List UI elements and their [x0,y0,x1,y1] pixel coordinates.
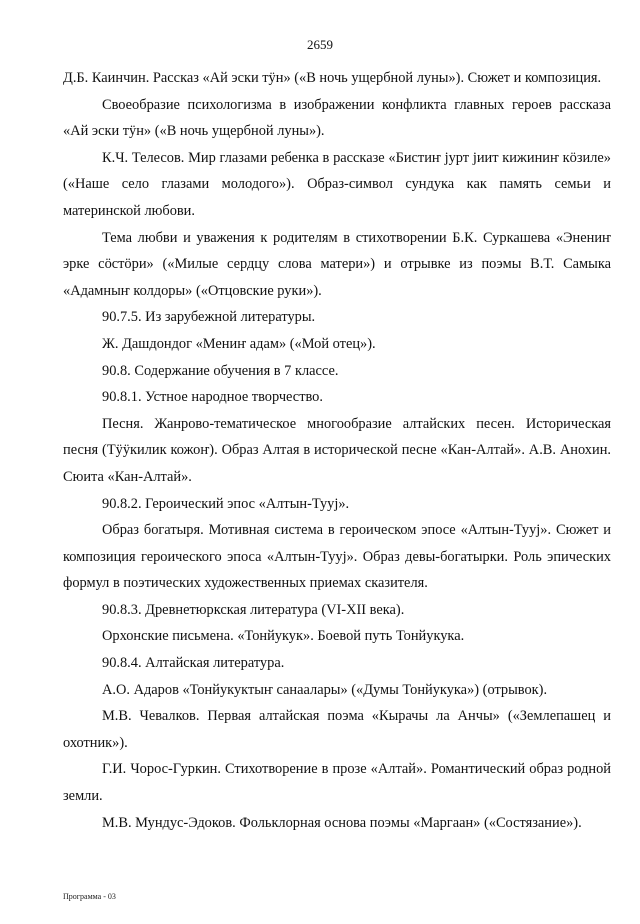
paragraph-song: Песня. Жанрово-тематическое многообразие алтайских песен. Историческая песня (Тӱӱкилик кожоҥ). Образ Алтая в исторической песне «Кан-Алтай». А.В. Анохин. Сюита «Кан-Алтай». [63,415,611,485]
paragraph-kainchin: Д.Б. Каинчин. Рассказ «Ай эски тӱн» («В ночь ущербной луны»). Сюжет и композиция. [63,70,602,86]
paragraph-hero-image: Образ богатыря. Мотивная система в героическом эпосе «Алтын-Тууј». Сюжет и композиция героического эпоса «Алтын-Тууј». Образ девы-богатырки. Роль эпических формул в поэтических художественных приемах сказителя. [63,522,611,592]
paragraph-chevalkov: М.В. Чевалков. Первая алтайская поэма «Кырачы ла Анчы» («Землепашец и охотник»). [63,708,611,751]
section-heading-90-8: 90.8. Содержание обучения в 7 классе. [102,362,339,379]
paragraph-parents-theme: Тема любви и уважения к родителям в стихотворении Б.К. Суркашева «Энениҥ эрке сӧстӧри» («Милые сердцу слова матери») и отрывке из поэмы В.Т. Самыка «Адамныҥ колдоры» («Отцовские руки»). [63,229,611,299]
paragraph-telesov: К.Ч. Телесов. Мир глазами ребенка в рассказе «Бистиҥ јурт јиит кижиниҥ кӧзиле» («Наше село глазами молодого»). Образ-символ сундука как память семьи и материнской любови. [63,149,611,219]
section-heading-90-8-4: 90.8.4. Алтайская литература. [102,655,285,672]
paragraph-choros-gurkin: Г.И. Чорос-Гуркин. Стихотворение в прозе «Алтай». Романтический образ родной земли. [63,761,611,805]
section-heading-90-8-3: 90.8.3. Древнетюркская литература (VI-XII века). [102,601,405,618]
page-number: 2659 [307,37,333,52]
document-body [63,65,611,836]
paragraph-psychologism: Своеобразие психологизма в изображении конфликта главных героев рассказа «Ай эски тӱн» («В ночь ущербной луны»). [63,96,611,140]
section-heading-90-8-2: 90.8.2. Героический эпос «Алтын-Тууј». [102,495,350,512]
section-heading-90-7-5: 90.7.5. Из зарубежной литературы. [102,309,316,326]
footer-label: Программа - 03 [63,892,116,901]
paragraph-dashdondog: Ж. Дашдондог «Мениҥ адам» («Мой отец»). [102,335,376,352]
paragraph-adarov: А.О. Адаров «Тонйукуктыҥ санаалары» («Думы Тонйукука») (отрывок). [102,681,548,698]
paragraph-orkhon: Орхонские письмена. «Тонйукук». Боевой путь Тонйукука. [102,628,465,645]
section-heading-90-8-1: 90.8.1. Устное народное творчество. [102,389,323,406]
paragraph-mundus-edokov: М.В. Мундус-Эдоков. Фольклорная основа поэмы «Маргаан» («Состязание»). [102,814,582,831]
